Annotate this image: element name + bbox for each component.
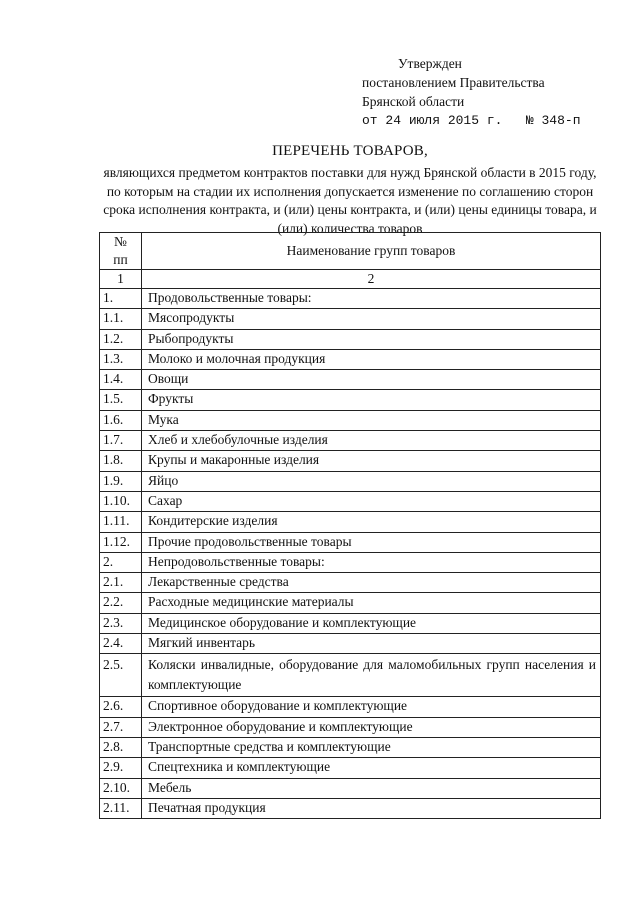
row-goods-group: Молоко и молочная продукция [142,349,601,369]
row-goods-group: Мука [142,410,601,430]
table-row [100,532,601,552]
row-number: 2.1. [100,573,142,593]
approval-date-line [362,111,622,130]
row-goods-group: Фрукты [142,390,601,410]
row-goods-group: Мебель [142,778,601,798]
row-goods-group: Спецтехника и комплектующие [142,758,601,778]
row-goods-group: Спортивное оборудование и комплектующие [142,697,601,717]
row-number: 2.9. [100,758,142,778]
row-number: 2.8. [100,737,142,757]
row-number: 1.12. [100,532,142,552]
row-number: 2. [100,552,142,572]
table-row [100,410,601,430]
row-goods-group: Транспортные средства и комплектующие [142,737,601,757]
header-num-abbr: пп [113,252,128,267]
row-number: 1.10. [100,491,142,511]
row-number: 1.6. [100,410,142,430]
row-goods-group: Овощи [142,370,601,390]
column-index-row [100,270,601,289]
table-row [100,758,601,778]
table-row [100,451,601,471]
approval-region-line: Брянской области [362,94,465,109]
row-number: 1.7. [100,431,142,451]
row-number: 1. [100,289,142,309]
table-row [100,593,601,613]
header-num [100,233,142,270]
row-goods-group: Печатная продукция [142,798,601,818]
row-goods-group: Кондитерские изделия [142,512,601,532]
row-goods-group: Продовольственные товары: [142,289,601,309]
approval-decree-line: постановлением Правительства [362,75,545,90]
table-row [100,717,601,737]
table-row [100,512,601,532]
row-number: 1.2. [100,329,142,349]
row-goods-group: Прочие продовольственные товары [142,532,601,552]
header-num-symbol: № [114,234,127,249]
document-title: ПЕРЕЧЕНЬ ТОВАРОВ, [272,143,428,159]
row-number: 1.3. [100,349,142,369]
row-goods-group: Яйцо [142,471,601,491]
row-goods-group: Сахар [142,491,601,511]
number-prefix: № [525,113,534,128]
row-goods-group: Мягкий инвентарь [142,634,601,654]
approval-number: 348-п [541,113,581,128]
table-row [100,289,601,309]
row-number: 1.8. [100,451,142,471]
table-row [100,471,601,491]
document-subtitle: являющихся предметом контрактов поставки для нужд Брянской области в 2015 году, по которым на стадии их исполнения допускается изменение по соглашению сторон срока исполнения контракта, и (или) цены контракта, и (или) цены единицы товара, и (или) количества товаров [103,165,597,236]
row-number: 1.4. [100,370,142,390]
table-row [100,309,601,329]
column-index-1: 1 [100,270,142,289]
table-row [100,491,601,511]
row-number: 2.7. [100,717,142,737]
row-number: 2.5. [100,654,142,697]
row-number: 2.6. [100,697,142,717]
row-number: 1.9. [100,471,142,491]
table-header-row [100,233,601,270]
table-row [100,798,601,818]
row-number: 1.5. [100,390,142,410]
approval-block [362,54,622,130]
table-row [100,390,601,410]
row-number: 2.3. [100,613,142,633]
table-row [100,431,601,451]
row-number: 1.1. [100,309,142,329]
table-row [100,613,601,633]
table-row [100,737,601,757]
row-number: 2.10. [100,778,142,798]
table-row [100,573,601,593]
header-name: Наименование групп товаров [142,233,601,270]
table-row [100,552,601,572]
row-goods-group: Рыбопродукты [142,329,601,349]
goods-table [99,232,601,819]
table-row [100,329,601,349]
row-number: 2.2. [100,593,142,613]
table-row [100,634,601,654]
row-goods-group: Лекарственные средства [142,573,601,593]
row-goods-group: Расходные медицинские материалы [142,593,601,613]
row-goods-group: Мясопродукты [142,309,601,329]
table-row [100,697,601,717]
row-number: 2.4. [100,634,142,654]
row-goods-group: Крупы и макаронные изделия [142,451,601,471]
row-number: 2.11. [100,798,142,818]
row-goods-group: Коляски инвалидные, оборудование для маломобильных групп населения и комплектующие [142,654,601,697]
row-goods-group: Медицинское оборудование и комплектующие [142,613,601,633]
table-row [100,349,601,369]
table-row [100,778,601,798]
row-goods-group: Хлеб и хлебобулочные изделия [142,431,601,451]
row-number: 1.11. [100,512,142,532]
approval-date: 24 июля 2015 г. [385,113,503,128]
row-goods-group: Электронное оборудование и комплектующие [142,717,601,737]
column-index-2: 2 [142,270,601,289]
row-goods-group: Непродовольственные товары: [142,552,601,572]
approval-heading: Утвержден [398,56,462,71]
date-prefix: от [362,113,378,128]
table-row [100,654,601,697]
table-row [100,370,601,390]
